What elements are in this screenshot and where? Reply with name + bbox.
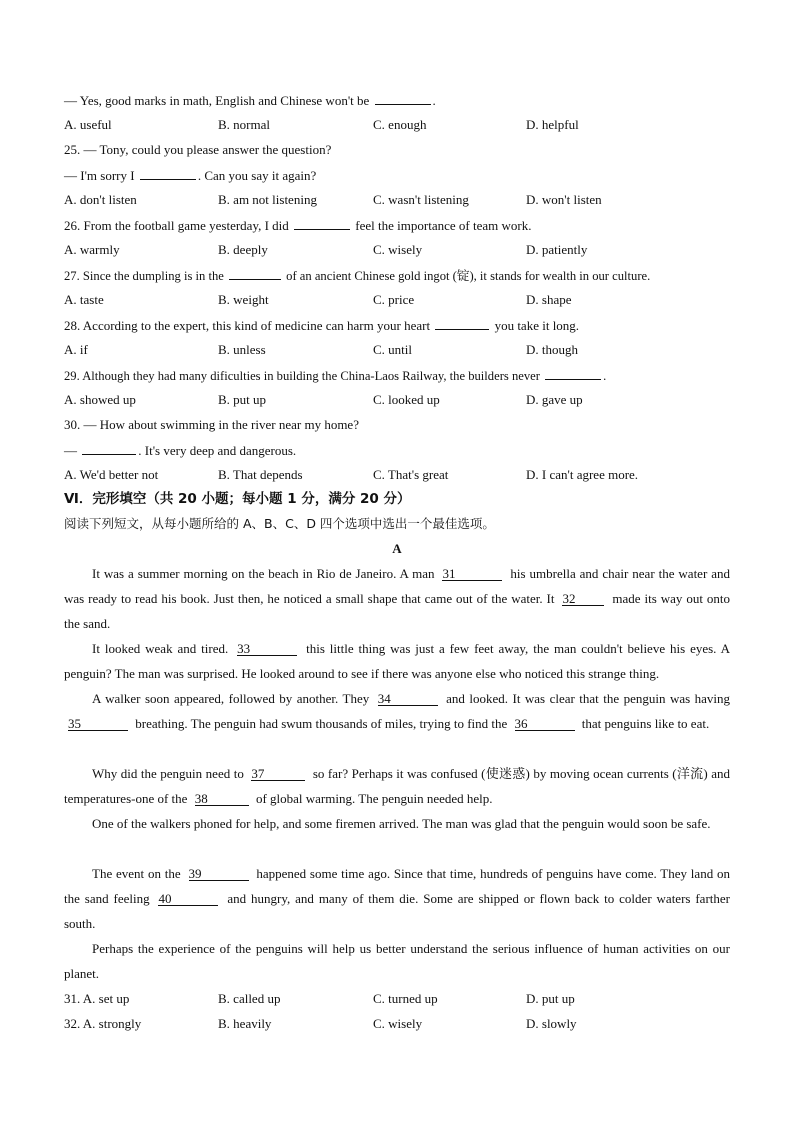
option-a: A. showed up — [64, 392, 136, 407]
option-c: C. price — [373, 292, 415, 307]
option-a: 32. A. strongly — [64, 1016, 142, 1031]
q30-response-post: . It's very deep and dangerous. — [138, 443, 297, 458]
passage-paragraph-4 — [64, 761, 730, 811]
paragraph-text: Perhaps the experience of the penguins will help us better understand the serious influence of human activities on our planet. — [64, 941, 730, 981]
paragraph-text: that penguins like to eat. — [581, 716, 710, 731]
paragraph-text: so far? Perhaps it was confused (使迷惑) by moving ocean currents (洋流) and temperatures-one of the — [64, 766, 730, 806]
blank-35: 35 — [68, 717, 128, 731]
option-a: 31. A. set up — [64, 991, 130, 1006]
q30-response — [64, 441, 730, 459]
option-c: C. until — [373, 342, 413, 357]
option-d: D. gave up — [526, 392, 583, 407]
blank-31: 31 — [442, 567, 502, 581]
option-c: C. wisely — [373, 1016, 423, 1031]
blank-33: 33 — [237, 642, 297, 656]
option-c: C. looked up — [373, 392, 440, 407]
option-b: B. am not listening — [218, 192, 317, 207]
q28-options — [64, 341, 744, 359]
answer-blank — [294, 216, 350, 230]
option-d: D. I can't agree more. — [526, 467, 639, 482]
q24-text: — Yes, good marks in math, English and Chinese won't be — [64, 93, 370, 108]
passage-paragraph-6 — [64, 861, 730, 936]
blank-38: 38 — [195, 792, 249, 806]
blank-32: 32 — [562, 592, 604, 606]
q28-post: you take it long. — [494, 318, 580, 333]
option-b: B. weight — [218, 292, 269, 307]
q27-post: of an ancient Chinese gold ingot (锭), it stands for wealth in our culture. — [286, 269, 651, 283]
option-d: D. patiently — [526, 242, 588, 257]
passage-paragraph-2 — [64, 636, 730, 686]
q29-stem — [64, 366, 730, 384]
blank-36: 36 — [515, 717, 575, 731]
q24-end: . — [432, 93, 436, 108]
option-d: D. won't listen — [526, 192, 602, 207]
option-c: C. That's great — [373, 467, 449, 482]
q25-options — [64, 191, 744, 209]
answer-blank — [375, 91, 431, 105]
blank-34: 34 — [378, 692, 438, 706]
option-b: B. called up — [218, 991, 281, 1006]
option-b: B. put up — [218, 392, 267, 407]
option-c: C. turned up — [373, 991, 438, 1006]
passage-paragraph-1 — [64, 561, 730, 636]
passage-paragraph-5 — [64, 811, 730, 836]
answer-blank — [435, 316, 489, 330]
option-c: C. wisely — [373, 242, 423, 257]
paragraph-text: and hungry, and many of them die. Some are shipped or flown back to colder waters farther south. — [64, 891, 730, 931]
answer-blank — [229, 266, 281, 280]
q29-post: . — [603, 369, 607, 383]
paragraph-text: made its way out onto the sand. — [64, 591, 731, 631]
paragraph-text: happened some time ago. Since that time, hundreds of penguins have come. They land on the sand feeling — [64, 866, 730, 906]
option-b: B. That depends — [218, 467, 303, 482]
option-d: D. shape — [526, 292, 572, 307]
option-d: D. though — [526, 342, 578, 357]
q24-stem — [64, 91, 730, 109]
passage-label: A — [392, 541, 402, 556]
option-d: D. helpful — [526, 117, 579, 132]
option-c: C. wasn't listening — [373, 192, 469, 207]
q30-stem: 30. — How about swimming in the river near my home? — [64, 417, 359, 432]
q30-options — [64, 466, 744, 484]
answer-blank — [545, 366, 601, 380]
passage-paragraph-3 — [64, 686, 730, 736]
option-d: D. put up — [526, 991, 575, 1006]
option-a: A. useful — [64, 117, 112, 132]
option-a: A. warmly — [64, 242, 120, 257]
option-a: A. taste — [64, 292, 104, 307]
paragraph-text: The event on the — [92, 866, 181, 881]
option-a: A. if — [64, 342, 88, 357]
paragraph-text: his umbrella and chair near the water and was ready to read his book. Just then, he noticed a small shape that came out of the water. It — [64, 566, 730, 606]
answer-blank — [82, 441, 136, 455]
q27-pre: 27. Since the dumpling is in the — [64, 269, 224, 283]
q28-stem — [64, 316, 730, 334]
q26-stem — [64, 216, 730, 234]
paragraph-text: this little thing was just a few feet away, the man couldn't believe his eyes. A penguin? The man was surprised. He looked around to see if there was anyone else who noticed this strange thing. — [64, 641, 731, 681]
paragraph-text: It was a summer morning on the beach in Rio de Janeiro. A man — [92, 566, 435, 581]
option-b: B. heavily — [218, 1016, 272, 1031]
q32-options — [64, 1015, 744, 1033]
paragraph-text: and looked. It was clear that the penguin was having — [446, 691, 731, 706]
blank-40: 40 — [158, 892, 218, 906]
q30-response-pre: — — [64, 443, 77, 458]
q25-response-post: . Can you say it again? — [197, 168, 317, 183]
q25-response — [64, 166, 730, 184]
paragraph-text: A walker soon appeared, followed by another. They — [92, 691, 370, 706]
q27-options — [64, 291, 744, 309]
option-c: C. enough — [373, 117, 427, 132]
option-b: B. unless — [218, 342, 266, 357]
option-b: B. deeply — [218, 242, 268, 257]
blank-37: 37 — [251, 767, 305, 781]
section-title: Ⅵ．完形填空（共 20 小题；每小题 1 分，满分 20 分） — [64, 491, 411, 507]
q29-pre: 29. Although they had many dificulties in building the China-Laos Railway, the builders never — [64, 369, 540, 383]
q25-response-pre: — I'm sorry I — [64, 168, 135, 183]
q26-pre: 26. From the football game yesterday, I did — [64, 218, 289, 233]
passage-paragraph-7 — [64, 936, 730, 986]
option-d: D. slowly — [526, 1016, 577, 1031]
q31-options — [64, 990, 744, 1008]
paragraph-text: breathing. The penguin had swum thousands of miles, trying to find the — [135, 716, 508, 731]
option-a: A. don't listen — [64, 192, 137, 207]
answer-blank — [140, 166, 196, 180]
q28-pre: 28. According to the expert, this kind of medicine can harm your heart — [64, 318, 431, 333]
q26-options — [64, 241, 744, 259]
blank-39: 39 — [189, 867, 249, 881]
paragraph-text: of global warming. The penguin needed help. — [255, 791, 493, 806]
paragraph-text: One of the walkers phoned for help, and some firemen arrived. The man was glad that the penguin would soon be safe. — [92, 816, 711, 831]
q29-options — [64, 391, 744, 409]
paragraph-text: It looked weak and tired. — [92, 641, 229, 656]
q26-post: feel the importance of team work. — [355, 218, 532, 233]
option-b: B. normal — [218, 117, 270, 132]
option-a: A. We'd better not — [64, 467, 159, 482]
q24-options — [64, 116, 744, 134]
q27-stem — [64, 266, 730, 284]
q25-stem: 25. — Tony, could you please answer the question? — [64, 142, 332, 157]
paragraph-text: Why did the penguin need to — [92, 766, 244, 781]
section-instruction: 阅读下列短文，从每小题所给的 A、B、C、D 四个选项中选出一个最佳选项。 — [64, 516, 495, 531]
